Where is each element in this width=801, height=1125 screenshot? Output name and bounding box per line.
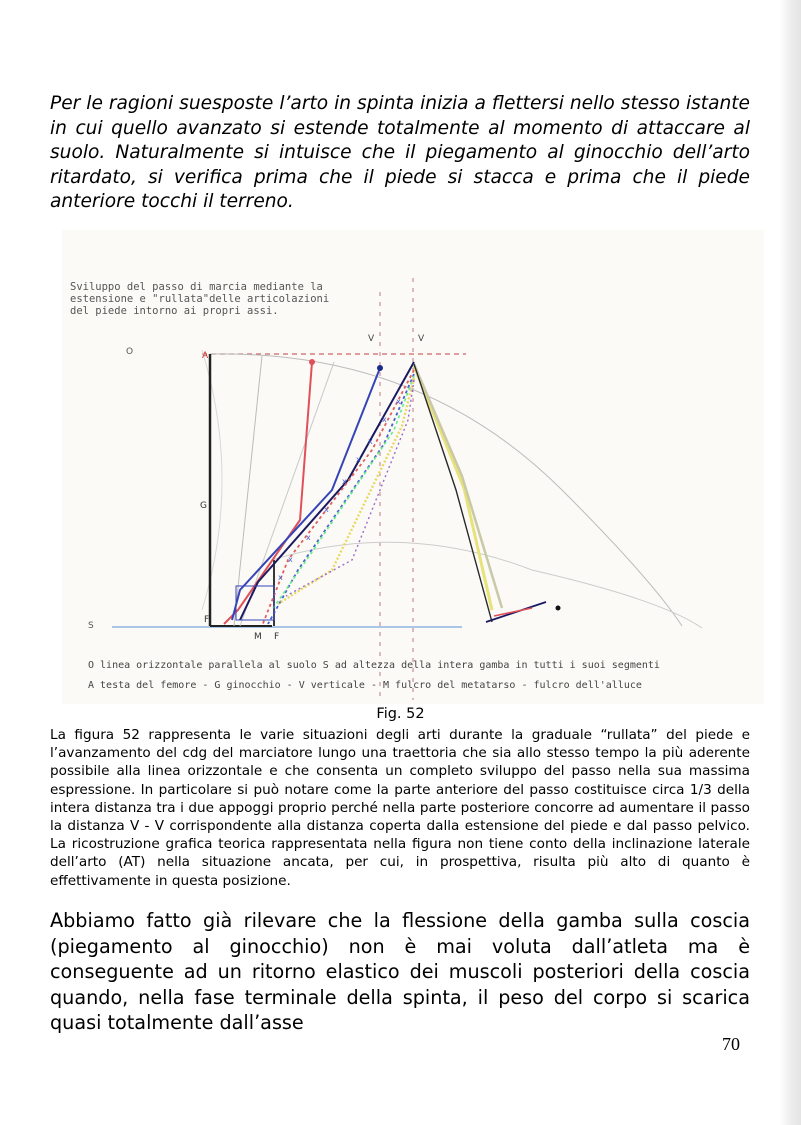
leg-dotted-blue	[268, 374, 414, 624]
svg-text:x: x	[382, 415, 387, 424]
label-f-left: F	[204, 615, 210, 625]
label-m: M	[254, 632, 262, 642]
label-v1: V	[368, 334, 375, 344]
svg-text:x: x	[324, 505, 329, 514]
page-edge-shadow	[779, 0, 801, 1125]
label-s: S	[88, 621, 94, 631]
gait-diagram	[62, 230, 764, 704]
toe-point	[556, 606, 561, 611]
label-f: F	[274, 632, 280, 642]
legend-line-1: O linea orizzontale parallela al suolo S ad altezza della intera gamba in tutti i suoi segmenti	[88, 660, 660, 671]
body-paragraph: Abbiamo fatto già rilevare che la flessione della gamba sulla coscia (piegamento al ginocchio) non è mai voluta dall’atleta ma è conseguente ad un ritorno elastico dei muscoli posteriori della coscia quando, nella fase terminale della spinta, il peso del corpo si scarica quasi totalmente dall’asse	[50, 909, 750, 1034]
arc-outer	[210, 354, 682, 626]
label-g: G	[200, 501, 207, 511]
leg-forward-dark	[414, 364, 492, 622]
svg-text:x: x	[396, 397, 401, 406]
svg-text:x: x	[306, 533, 311, 542]
page-number: 70	[722, 1034, 740, 1054]
figure-title-line-3: del piede intorno ai propri assi.	[70, 305, 279, 317]
arc-left	[202, 350, 222, 610]
leg-dotted-green	[272, 376, 414, 610]
leg-blue	[232, 368, 380, 620]
legend-line-2: A testa del femore - G ginocchio - V verticale - M fulcro del metatarso - fulcro dell'alluce	[88, 680, 642, 691]
svg-text:x: x	[342, 477, 347, 486]
intro-paragraph: Per le ragioni suesposte l’arto in spinta inizia a flettersi nello stesso istante in cui quello avanzato si estende totalmente al momento di attaccare al suolo. Naturalmente si intuisce che il piegamento al ginocchio dell’arto ritardato, si verifica prima che il piede si stacca e prima che il piede anteriore tocchi il terreno.	[50, 93, 750, 212]
leg-forward-yellow	[414, 366, 492, 610]
figure-caption: Fig. 52	[376, 706, 425, 722]
svg-text:x: x	[288, 555, 293, 564]
label-o: O	[126, 347, 134, 357]
foot-forward-2	[494, 608, 532, 616]
leg-dark	[240, 362, 414, 620]
figure-title-line-2: estensione e "rullata"delle articolazioni	[70, 293, 330, 305]
figure-52	[62, 230, 764, 704]
leg-dotted-violet	[286, 380, 414, 596]
figure-title-line-1: Sviluppo del passo di marcia mediante la	[70, 281, 323, 293]
description-paragraph: La figura 52 rappresenta le varie situazioni degli arti durante la graduale “rullata” del piede e l’avanzamento del cdg del marciatore lungo una traettoria che sia allo stesso tempo la più aderente possibile alla linea orizzontale e che consenta un completo sviluppo del passo nella sua massima espressione. In particolare si può notare come la parte anteriore del passo costituisce circa 1/3 della intera distanza tra i due appoggi proprio perché nella parte posteriore concorre ad aumentare il passo la distanza V - V corrispondente alla distanza coperta dalla estensione del piede e dal passo pelvico. La ricostruzione grafica teorica rappresentata nella figura non tiene conto della inclinazione laterale dell’arto (AT) nella situazione ancata, per cui, in prospettiva, risulta più alto di quanto è effettivamente in questa posizione.	[50, 727, 750, 889]
leg-dotted-red	[262, 370, 414, 626]
blue-hip-point	[377, 365, 383, 371]
red-hip-point	[309, 359, 315, 365]
leg-red	[224, 362, 312, 624]
label-v2: V	[418, 334, 425, 344]
label-a: A	[202, 351, 209, 361]
svg-text:x: x	[356, 455, 361, 464]
svg-text:x: x	[278, 573, 283, 582]
svg-text:x: x	[368, 437, 373, 446]
